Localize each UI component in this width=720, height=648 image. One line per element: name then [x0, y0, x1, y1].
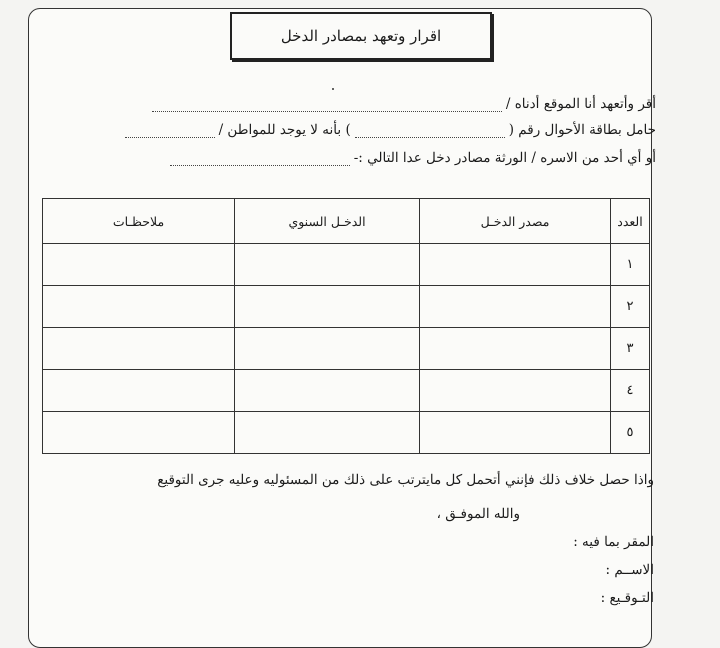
id-card-label: حامل بطاقة الأحوال رقم (	[508, 122, 656, 138]
declaration-line-2	[125, 122, 656, 138]
notes-cell	[43, 412, 235, 454]
declaration-line-3	[170, 150, 656, 166]
annual-income-cell	[235, 412, 420, 454]
annual-income-cell	[235, 244, 420, 286]
ink-speck	[332, 88, 334, 90]
row-number: ٥	[611, 412, 650, 454]
table-header-row	[43, 199, 650, 244]
name-blank	[152, 101, 502, 112]
annual-income-cell	[235, 286, 420, 328]
name-label: الاســم :	[605, 562, 654, 578]
table-row	[43, 412, 650, 454]
heirs-blank	[170, 155, 350, 166]
declaration-line-3-text: أو أي أحد من الاسره / الورثة مصادر دخل عدا التالي :-	[353, 150, 656, 166]
closing-phrase: والله الموفـق ،	[436, 506, 520, 522]
citizen-label: ) بأنه لا يوجد للمواطن /	[218, 122, 351, 138]
table-row	[43, 328, 650, 370]
income-source-cell	[420, 328, 611, 370]
header-annual-income: الدخـل السنوي	[235, 199, 420, 244]
row-number: ٣	[611, 328, 650, 370]
table-row	[43, 370, 650, 412]
table-row	[43, 286, 650, 328]
declarant-label: المقر بما فيه :	[573, 534, 654, 550]
table-row	[43, 244, 650, 286]
income-source-cell	[420, 412, 611, 454]
id-number-blank	[355, 127, 505, 138]
declaration-line-1-text: أقر وأتعهد أنا الموقع أدناه /	[505, 96, 656, 112]
notes-cell	[43, 286, 235, 328]
row-number: ١	[611, 244, 650, 286]
income-source-cell	[420, 370, 611, 412]
header-notes: ملاحظـات	[43, 199, 235, 244]
notes-cell	[43, 244, 235, 286]
notes-cell	[43, 328, 235, 370]
annual-income-cell	[235, 370, 420, 412]
declaration-line-1	[152, 96, 656, 112]
notes-cell	[43, 370, 235, 412]
liability-statement: واذا حصل خلاف ذلك فإنني أتحمل كل مايترتب على ذلك من المسئوليه وعليه جرى التوقيع	[157, 472, 654, 488]
citizen-name-blank	[125, 127, 215, 138]
annual-income-cell	[235, 328, 420, 370]
row-number: ٤	[611, 370, 650, 412]
signature-label: التـوقـيع :	[600, 590, 654, 606]
income-source-cell	[420, 244, 611, 286]
document-title: اقرار وتعهد بمصادر الدخل	[280, 27, 442, 45]
header-income-source: مصدر الدخـل	[420, 199, 611, 244]
income-sources-table	[42, 198, 650, 454]
income-source-cell	[420, 286, 611, 328]
document-title-box	[230, 12, 492, 60]
header-number: العدد	[611, 199, 650, 244]
row-number: ٢	[611, 286, 650, 328]
